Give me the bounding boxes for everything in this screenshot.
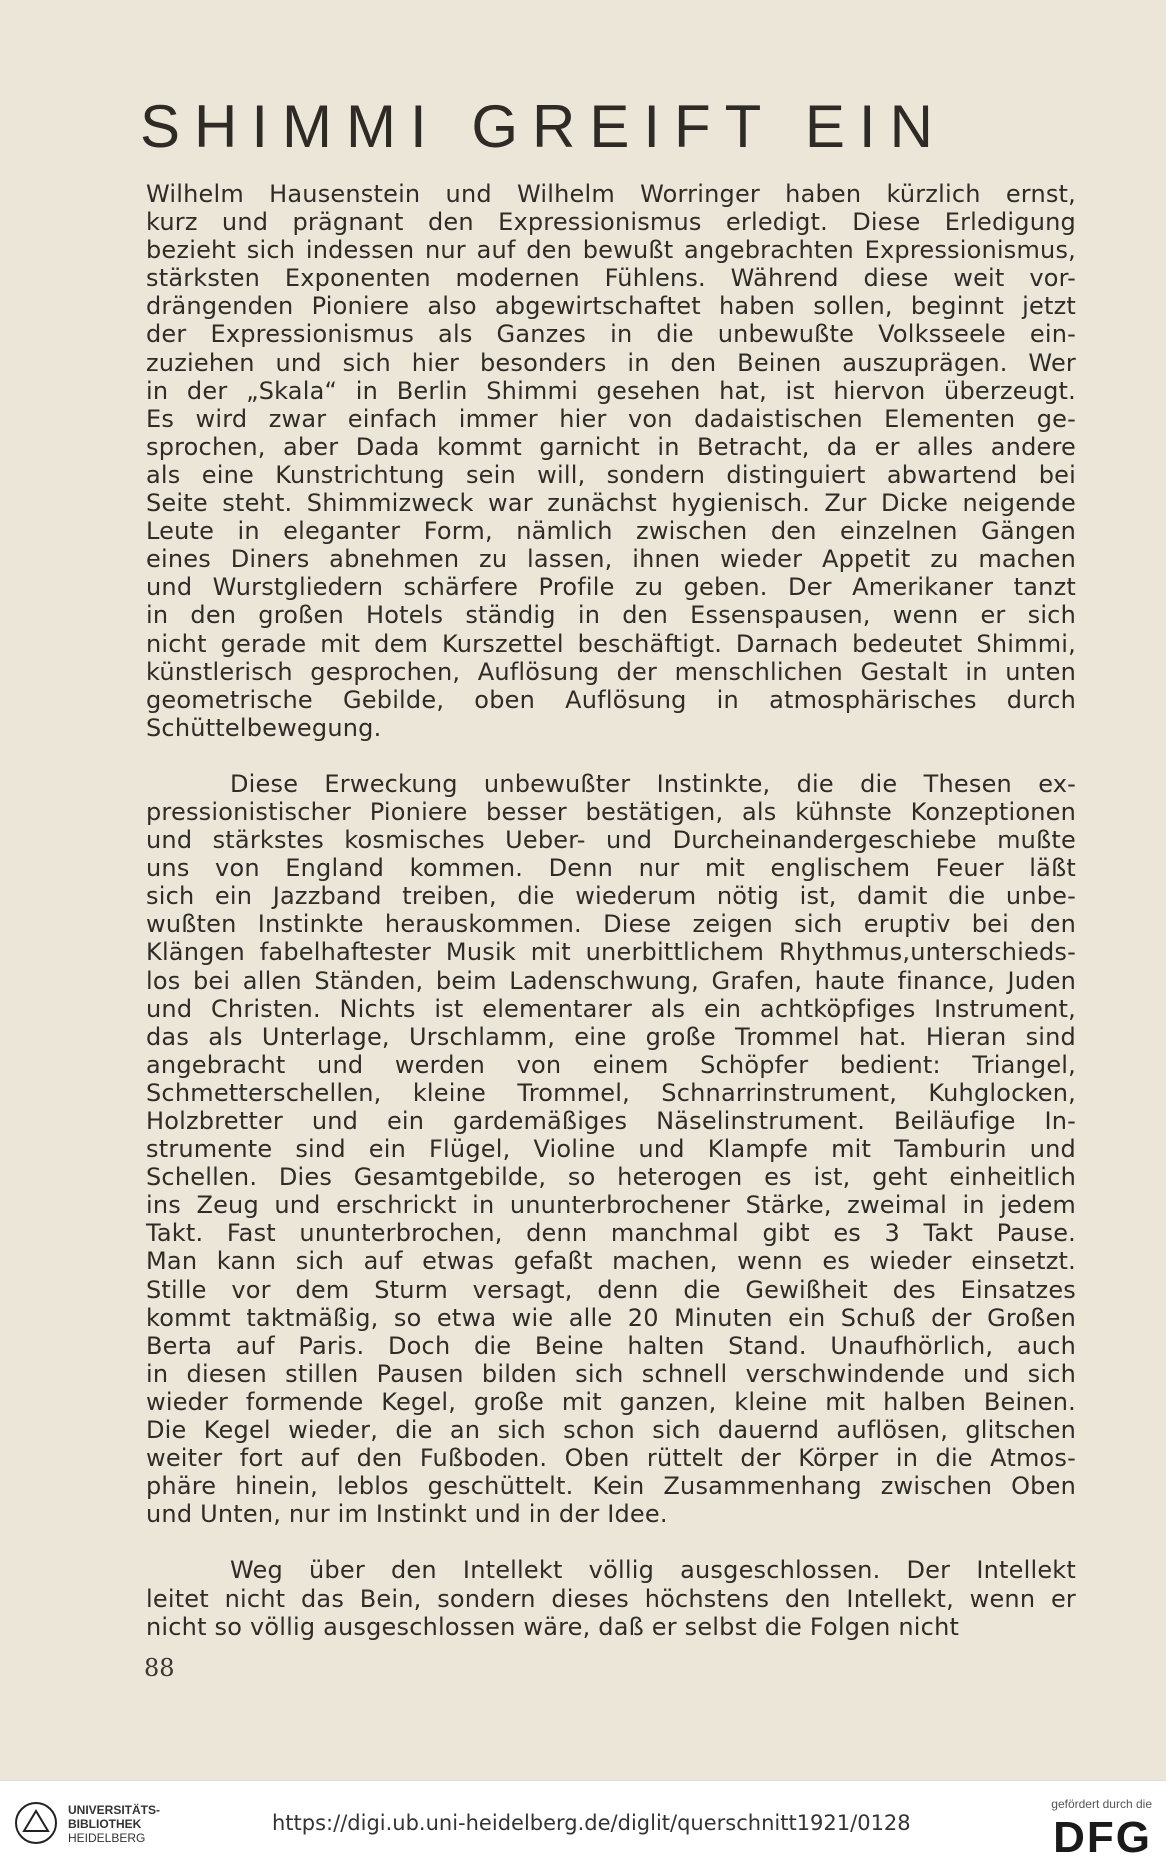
text-line: Holzbretter und ein gardemäßiges Näselinstrument. Beiläufige In- bbox=[146, 1107, 1076, 1135]
text-line: als eine Kunstrichtung sein will, sondern distinguiert abwartend bei bbox=[146, 460, 1076, 489]
page-number: 88 bbox=[144, 1654, 175, 1682]
article-body bbox=[146, 180, 1076, 1641]
text-line: phäre hinein, leblos geschüttelt. Kein Zusammenhang zwischen Oben bbox=[146, 1472, 1076, 1501]
funding-label: gefördert durch die bbox=[1051, 1797, 1152, 1811]
text-line: Es wird zwar einfach immer hier von dadaistischen Elementen ge- bbox=[146, 404, 1076, 433]
paragraph bbox=[146, 180, 1076, 742]
text-line: Die Kegel wieder, die an sich schon sich dauernd auflösen, glitschen bbox=[146, 1416, 1076, 1445]
page-url-link[interactable]: https://digi.ub.uni-heidelberg.de/diglit/querschnitt1921/0128 bbox=[272, 1811, 911, 1835]
text-line: strumente sind ein Flügel, Violine und Klampfe mit Tamburin und bbox=[146, 1135, 1076, 1164]
text-line: ins Zeug und erschrickt in ununterbrochener Stärke, zweimal in jedem bbox=[146, 1191, 1076, 1220]
text-line: nicht so völlig ausgeschlossen wäre, daß er selbst die Folgen nicht bbox=[146, 1612, 960, 1641]
text-line: nicht gerade mit dem Kurszettel beschäftigt. Darnach bedeutet Shimmi, bbox=[146, 629, 1076, 658]
text-line: Diese Erweckung unbewußter Instinkte, die die Thesen ex- bbox=[230, 769, 1076, 798]
library-logo-text bbox=[68, 1803, 160, 1845]
text-line: sprochen, aber Dada kommt garnicht in Betracht, da er alles andere bbox=[146, 432, 1076, 461]
paragraph-gap bbox=[146, 1528, 1076, 1556]
text-line: zuziehen und sich hier besonders in den Beinen auszuprägen. Wer bbox=[146, 348, 1076, 377]
text-line: künstlerisch gesprochen, Auflösung der menschlichen Gestalt in unten bbox=[146, 657, 1076, 686]
library-line-2: BIBLIOTHEK bbox=[68, 1817, 142, 1831]
text-line: weiter fort auf den Fußboden. Oben rüttelt der Körper in die Atmos- bbox=[146, 1444, 1076, 1473]
text-line: wieder formende Kegel, große mit ganzen, kleine mit halben Beinen. bbox=[146, 1387, 1076, 1416]
library-line-3: HEIDELBERG bbox=[68, 1831, 146, 1845]
text-line: Klängen fabelhaftester Musik mit unerbittlichem Rhythmus,unterschieds- bbox=[146, 938, 1076, 967]
text-line: uns von England kommen. Denn nur mit englischem Feuer läßt bbox=[146, 854, 1076, 883]
text-line: angebracht und werden von einem Schöpfer bedient: Triangel, bbox=[146, 1050, 1076, 1079]
text-line: leitet nicht das Bein, sondern dieses höchstens den Intellekt, wenn er bbox=[146, 1584, 1076, 1613]
text-line: eines Diners abnehmen zu lassen, ihnen wieder Appetit zu machen bbox=[146, 545, 1076, 574]
text-line: sich ein Jazzband treiben, die wiederum nötig ist, damit die unbe- bbox=[146, 882, 1076, 911]
text-line: Stille vor dem Sturm versagt, denn die Gewißheit des Einsatzes bbox=[146, 1275, 1076, 1304]
text-line: kommt taktmäßig, so etwa wie alle 20 Minuten ein Schuß der Großen bbox=[146, 1303, 1076, 1332]
paragraph-gap bbox=[146, 742, 1076, 770]
text-line: und stärkstes kosmisches Ueber- und Durcheinandergeschiebe mußte bbox=[146, 826, 1076, 855]
dfg-logo: DFG bbox=[1053, 1813, 1152, 1862]
text-line: Schüttelbewegung. bbox=[146, 713, 382, 742]
text-line: und Christen. Nichts ist elementarer als ein achtköpfiges Instrument, bbox=[146, 994, 1076, 1023]
text-line: Berta auf Paris. Doch die Beine halten Stand. Unaufhörlich, auch bbox=[146, 1331, 1076, 1360]
text-line: Leute in eleganter Form, nämlich zwischen den einzelnen Gängen bbox=[146, 517, 1076, 546]
text-line: in den großen Hotels ständig in den Essenspausen, wenn er sich bbox=[146, 601, 1076, 630]
text-line: wußten Instinkte herauskommen. Diese zeigen sich eruptiv bei den bbox=[146, 910, 1076, 939]
university-seal-icon bbox=[14, 1801, 58, 1845]
text-line: in diesen stillen Pausen bilden sich schnell verschwindende und sich bbox=[146, 1359, 1076, 1388]
paragraph bbox=[146, 770, 1076, 1529]
text-line: drängenden Pioniere also abgewirtschaftet haben sollen, beginnt jetzt bbox=[146, 292, 1076, 321]
library-line-1: UNIVERSITÄTS- bbox=[68, 1803, 161, 1817]
text-line: das als Unterlage, Urschlamm, eine große Trommel hat. Hieran sind bbox=[146, 1022, 1076, 1051]
text-line: Takt. Fast ununterbrochen, denn manchmal gibt es 3 Takt Pause. bbox=[146, 1219, 1076, 1248]
viewer-footer bbox=[0, 1780, 1166, 1868]
text-line: und Unten, nur im Instinkt und in der Idee. bbox=[146, 1500, 668, 1529]
article-title: SHIMMI GREIFT EIN bbox=[140, 93, 947, 160]
text-line: der Expressionismus als Ganzes in die unbewußte Volksseele ein- bbox=[146, 320, 1076, 349]
text-line: kurz und prägnant den Expressionismus erledigt. Diese Erledigung bbox=[146, 208, 1076, 237]
text-line: los bei allen Ständen, beim Ladenschwung, Grafen, haute finance, Juden bbox=[146, 966, 1076, 995]
paragraph bbox=[146, 1556, 1076, 1640]
text-line: in der „Skala“ in Berlin Shimmi gesehen hat, ist hiervon überzeugt. bbox=[146, 376, 1076, 405]
text-line: pressionistischer Pioniere besser bestätigen, als kühnste Konzeptionen bbox=[146, 797, 1076, 826]
text-line: Man kann sich auf etwas gefaßt machen, wenn es wieder einsetzt. bbox=[146, 1247, 1076, 1276]
text-line: Seite steht. Shimmizweck war zunächst hygienisch. Zur Dicke neigende bbox=[146, 489, 1076, 518]
text-line: Wilhelm Hausenstein und Wilhelm Worringer haben kürzlich ernst, bbox=[146, 180, 1076, 208]
text-line: Schmetterschellen, kleine Trommel, Schnarrinstrument, Kuhglocken, bbox=[146, 1078, 1076, 1107]
text-line: stärksten Exponenten modernen Fühlens. Während diese weit vor- bbox=[146, 264, 1076, 293]
text-line: bezieht sich indessen nur auf den bewußt angebrachten Expressionismus, bbox=[146, 236, 1076, 265]
text-line: Weg über den Intellekt völlig ausgeschlossen. Der Intellekt bbox=[230, 1556, 1076, 1585]
text-line: Schellen. Dies Gesamtgebilde, so heterogen es ist, geht einheitlich bbox=[146, 1163, 1076, 1192]
text-line: und Wurstgliedern schärfere Profile zu geben. Der Amerikaner tanzt bbox=[146, 573, 1076, 602]
text-line: geometrische Gebilde, oben Auflösung in atmosphärisches durch bbox=[146, 685, 1076, 714]
